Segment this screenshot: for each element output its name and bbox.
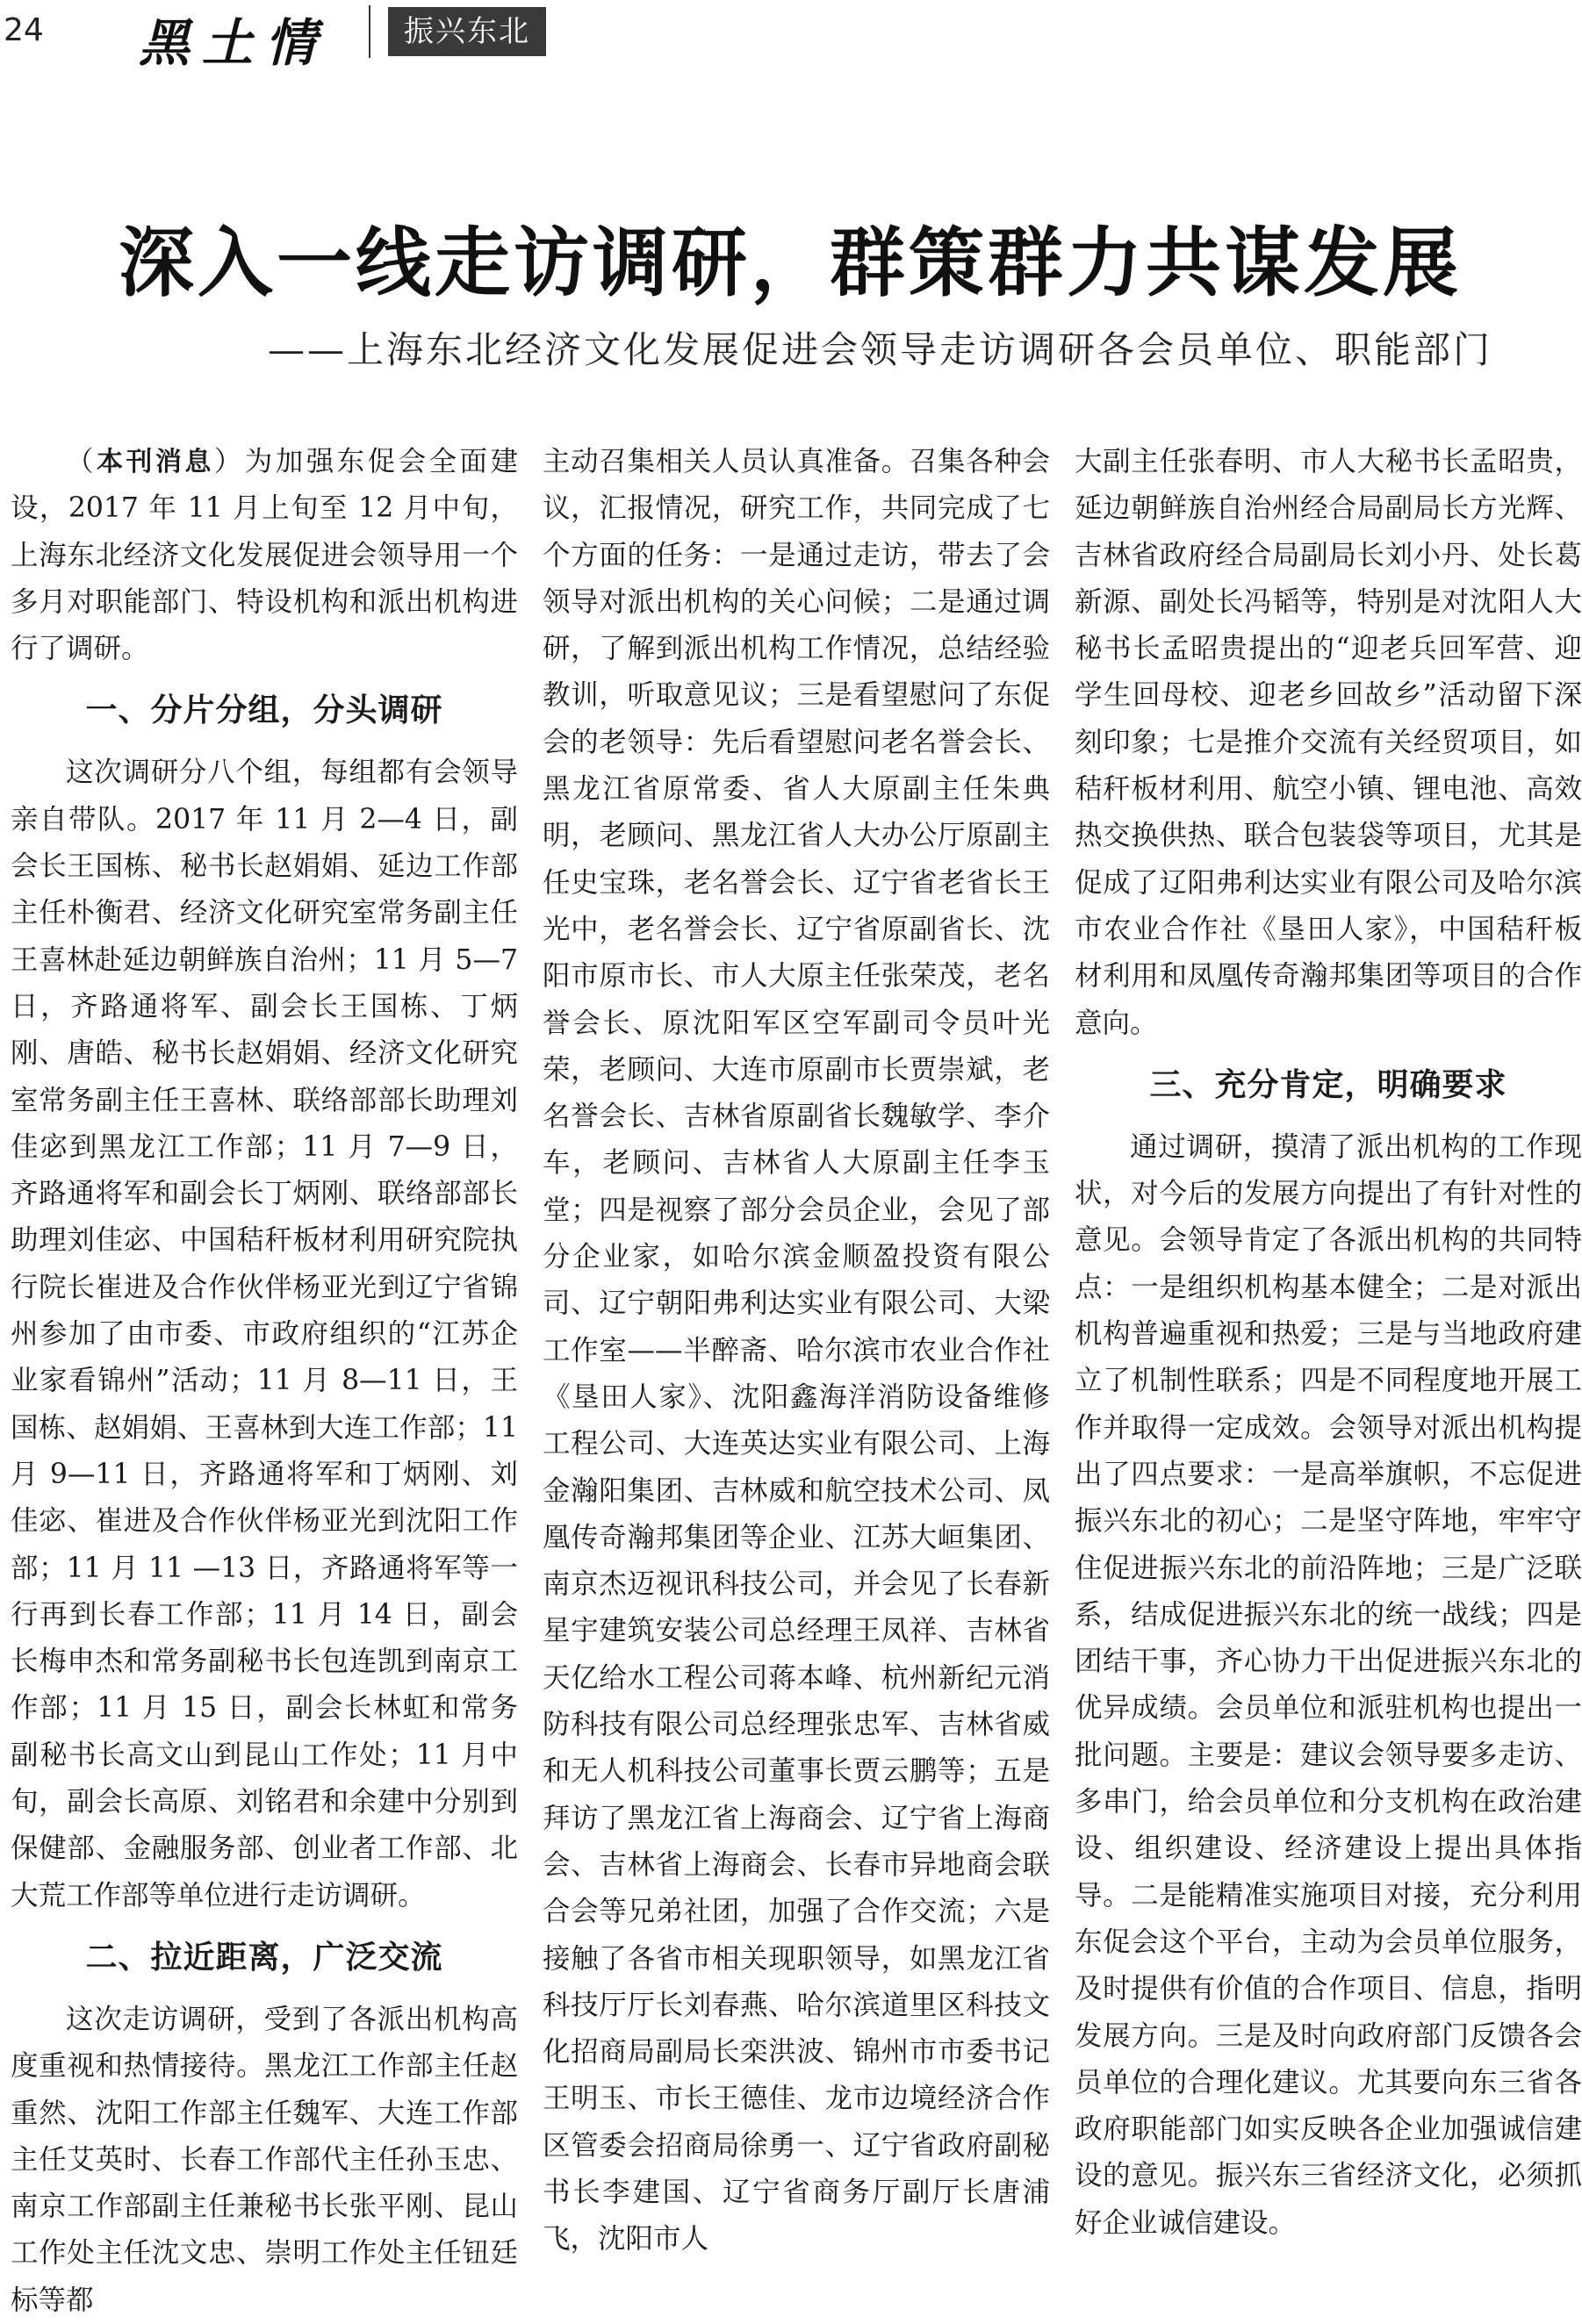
lead-text: ）为加强东促会全面建设，2017 年 11 月上旬至 12 月中旬，上海东北经济文化发展促进会领导用一个多月对职能部门、特设机构和派出机构进行了调研。 (11, 446, 518, 665)
page-header (0, 0, 1580, 73)
section-heading-2: 二、拉近距离，广泛交流 (85, 1939, 443, 1976)
paragraph: 这次调研分八个组，每组都有会领导亲自带队。2017 年 11 月 2—4 日，副会长王国栋、秘书长赵娟娟、延边工作部主任朴衡君、经济文化研究室常务副主任王喜林赴延边朝鲜族自治州；11 月 5—7 日，齐路通将军、副会长王国栋、丁炳刚、唐皓、秘书长赵娟娟、经济文化研究室常务副主任王喜林、联络部部长助理刘佳宓到黑龙江工作部；11 月 7—9 日，齐路通将军和副会长丁炳刚、联络部部长助理刘佳宓、中国秸秆板材利用研究院执行院长崔进及合作伙伴杨亚光到辽宁省锦州参加了由市委、市政府组织的“江苏企业家看锦州”活动；11 月 8—11 日，王国栋、赵娟娟、王喜林到大连工作部；11 月 9—11 日，齐路通将军和丁炳刚、刘佳宓、崔进及合作伙伴杨亚光到沈阳工作部；11 月 11 —13 日，齐路通将军等一行再到长春工作部；11 月 14 日，副会长梅申杰和常务副秘书长包连凯到南京工作部；11 月 15 日，副会长林虹和常务副秘书长高文山到昆山工作处；11 月中旬，副会长高原、刘铭君和余建中分别到保健部、金融服务部、创业者工作部、北大荒工作部等单位进行走访调研。 (11, 757, 518, 1912)
column-2 (543, 439, 1050, 2269)
header-divider (369, 5, 370, 58)
article-title: 深入一线走访调研，群策群力共谋发展 (119, 219, 1462, 307)
news-tag: 本刊消息 (96, 447, 214, 477)
article-body (11, 439, 1582, 2316)
section-label: 振兴东北 (388, 7, 546, 56)
article-subtitle: ——上海东北经济文化发展促进会领导走访调研各会员单位、职能部门 (267, 328, 1492, 371)
lead-paragraph (11, 439, 518, 672)
masthead-logo: 黑土情 (139, 13, 329, 73)
column-3 (1075, 439, 1582, 2269)
paragraph: 通过调研，摸清了派出机构的工作现状，对今后的发展方向提出了有针对性的意见。会领导肯定了各派出机构的共同特点：一是组织机构基本健全；二是对派出机构普遍重视和热爱；三是与当地政府建立了机制性联系；四是不同程度地开展工作并取得一定成效。会领导对派出机构提出了四点要求：一是高举旗帜，不忘促进振兴东北的初心；二是坚守阵地，牢牢守住促进振兴东北的前沿阵地；三是广泛联系，结成促进振兴东北的统一战线；四是团结干事，齐心协力干出促进振兴东北的优异成绩。会员单位和派驻机构也提出一批问题。主要是：建议会领导要多走访、多串门，给会员单位和分支机构在政治建设、组织建设、经济建设上提出具体指导。二是能精准实施项目对接，充分利用东促会这个平台，主动为会员单位服务，及时提供有价值的合作项目、信息，指明发展方向。三是及时向政府部门反馈各会员单位的合理化建议。尤其要向东三省各政府职能部门如实反映各企业加强诚信建设的意见。振兴东三省经济文化，必须抓好企业诚信建设。 (1075, 1130, 1582, 2239)
paragraph: 大副主任张春明、市人大秘书长孟昭贵，延边朝鲜族自治州经合局副局长方光辉、吉林省政府经合局副局长刘小丹、处长葛新源、副处长冯韬等，特别是对沈阳人大秘书长孟昭贵提出的“迎老兵回军营、迎学生回母校、迎老乡回故乡”活动留下深刻印象；七是推介交流有关经贸项目，如秸秆板材利用、航空小镇、锂电池、高效热交换供热、联合包装袋等项目，尤其是促成了辽阳弗利达实业有限公司及哈尔滨市农业合作社《垦田人家》，中国秸秆板材利用和凤凰传奇瀚邦集团等项目的合作意向。 (1075, 446, 1582, 1039)
paragraph: 主动召集相关人员认真准备。召集各种会议，汇报情况，研究工作，共同完成了七个方面的任务：一是通过走访，带去了会领导对派出机构的关心问候；二是通过调研，了解到派出机构工作情况，总结经验教训，听取意见议；三是看望慰问了东促会的老领导：先后看望慰问老名誉会长、黑龙江省原常委、省人大原副主任朱典明，老顾问、黑龙江省人大办公厅原副主任史宝珠，老名誉会长、辽宁省老省长王光中，老名誉会长、辽宁省原副省长、沈阳市原市长、市人大原主任张荣茂，老名誉会长、原沈阳军区空军副司令员叶光荣，老顾问、大连市原副市长贾崇斌，老名誉会长、吉林省原副省长魏敏学、李介车，老顾问、吉林省人大原副主任李玉堂；四是视察了部分会员企业，会见了部分企业家，如哈尔滨金顺盈投资有限公司、辽宁朝阳弗利达实业有限公司、大梁工作室——半醉斋、哈尔滨市农业合作社《垦田人家》、沈阳鑫海洋消防设备维修工程公司、大连英达实业有限公司、上海金瀚阳集团、吉林威和航空技术公司、凤凰传奇瀚邦集团等企业、江苏大峘集团、南京杰迈视讯科技公司，并会见了长春新星宇建筑安装公司总经理王凤祥、吉林省天亿给水工程公司蒋本峰、杭州新纪元消防科技有限公司总经理张忠军、吉林省威和无人机科技公司董事长贾云鹏等；五是拜访了黑龙江省上海商会、辽宁省上海商会、吉林省上海商会、长春市异地商会联合会等兄弟社团，加强了合作交流；六是接触了各省市相关现职领导，如黑龙江省科技厅厅长刘春燕、哈尔滨道里区科技文化招商局副局长栾洪波、锦州市市委书记王明玉、市长王德佳、龙市边境经济合作区管委会招商局徐勇一、辽宁省政府副秘书长李建国、辽宁省商务厅副厅长唐浦飞，沈阳市人 (543, 446, 1050, 2256)
section-heading-3: 三、充分肯定，明确要求 (1149, 1066, 1507, 1103)
column-1 (11, 439, 518, 2316)
section-heading-1: 一、分片分组，分头调研 (85, 692, 443, 729)
page-number: 24 (4, 12, 44, 48)
lead-open-paren: （ (66, 446, 97, 477)
paragraph: 这次走访调研，受到了各派出机构高度重视和热情接待。黑龙江工作部主任赵重然、沈阳工作部主任魏军、大连工作部主任艾英时、长春工作部代主任孙玉忠、南京工作部副主任兼秘书长张平刚、昆山工作处主任沈文忠、崇明工作处主任钮廷标等都 (11, 2003, 518, 2316)
